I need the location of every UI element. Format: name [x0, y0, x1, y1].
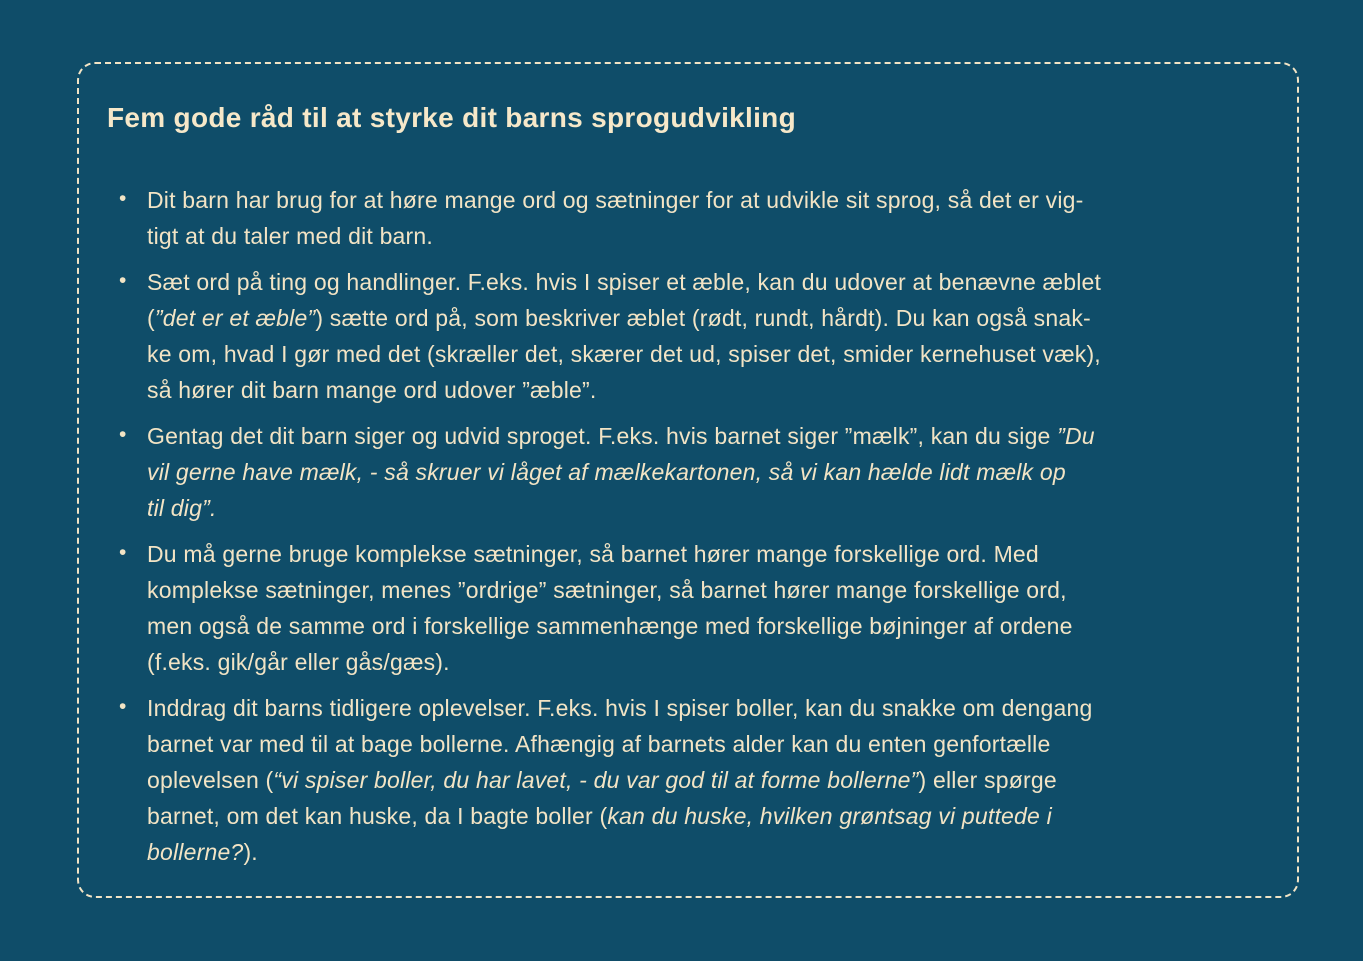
bullet-dot-icon: •: [119, 187, 127, 210]
text-segment: men også de samme ord i forskellige sammenhænge med forskellige bøjninger af ordene: [147, 613, 1073, 639]
text-segment: komplekse sætninger, menes ”ordrige” sætninger, så barnet hører mange forskellige ord,: [147, 577, 1067, 603]
text-segment: ) sætte ord på, som beskriver æblet (rødt, rundt, hårdt). Du kan også snak-: [315, 305, 1091, 331]
list-item: [107, 182, 1279, 254]
text-segment: (: [147, 305, 155, 331]
text-line: [147, 372, 1279, 408]
italic-text-segment: ”Du: [1057, 423, 1095, 449]
text-line: [147, 454, 1279, 490]
bullet-dot-icon: •: [119, 695, 127, 718]
text-segment: Inddrag dit barns tidligere oplevelser. F.eks. hvis I spiser boller, kan du snakke om dengang: [147, 695, 1093, 721]
text-line: [147, 418, 1279, 454]
list-item: [107, 418, 1279, 526]
italic-text-segment: ”det er et æble”: [154, 305, 316, 331]
text-line: [147, 336, 1279, 372]
text-line: [147, 218, 1279, 254]
text-line: [147, 762, 1279, 798]
text-segment: (f.eks. gik/går eller gås/gæs).: [147, 649, 450, 675]
text-segment: Sæt ord på ting og handlinger. F.eks. hvis I spiser et æble, kan du udover at benævne æblet: [147, 269, 1102, 295]
text-line: [147, 726, 1279, 762]
text-line: [147, 690, 1279, 726]
italic-text-segment: “vi spiser boller, du har lavet, - du var god til at forme bollerne”: [273, 767, 919, 793]
text-line: [147, 644, 1279, 680]
text-line: [147, 182, 1279, 218]
text-segment: oplevelsen (: [147, 767, 274, 793]
italic-text-segment: kan du huske, hvilken grøntsag vi puttede i: [607, 803, 1052, 829]
list-item: [107, 690, 1279, 870]
text-segment: ).: [243, 839, 258, 865]
text-line: [147, 300, 1279, 336]
text-line: [147, 572, 1279, 608]
text-line: [147, 264, 1279, 300]
text-line: [147, 536, 1279, 572]
text-segment: barnet, om det kan huske, da I bagte boller (: [147, 803, 608, 829]
text-segment: Gentag det dit barn siger og udvid sproget. F.eks. hvis barnet siger ”mælk”, kan du sige: [147, 423, 1058, 449]
card-title: Fem gode råd til at styrke dit barns sprogudvikling: [107, 102, 796, 133]
text-segment: ) eller spørge: [918, 767, 1057, 793]
text-segment: tigt at du taler med dit barn.: [147, 223, 433, 249]
text-segment: ke om, hvad I gør med det (skræller det, skærer det ud, spiser det, smider kernehuset væk),: [147, 341, 1101, 367]
text-segment: Du må gerne bruge komplekse sætninger, så barnet hører mange forskellige ord. Med: [147, 541, 1039, 567]
italic-text-segment: vil gerne have mælk, - så skruer vi låget af mælkekartonen, så vi kan hælde lidt mælk op: [147, 459, 1066, 485]
text-segment: Dit barn har brug for at høre mange ord og sætninger for at udvikle sit sprog, så det er vig-: [147, 187, 1084, 213]
bullet-dot-icon: •: [119, 541, 127, 564]
text-line: [147, 608, 1279, 644]
list-item: [107, 536, 1279, 680]
text-segment: så hører dit barn mange ord udover ”æble”.: [147, 377, 597, 403]
text-line: [147, 798, 1279, 834]
bullet-dot-icon: •: [119, 423, 127, 446]
bullet-dot-icon: •: [119, 269, 127, 292]
italic-text-segment: bollerne?: [147, 839, 244, 865]
tips-card: [77, 62, 1299, 898]
tips-list: [107, 182, 1279, 870]
text-segment: barnet var med til at bage bollerne. Afhængig af barnets alder kan du enten genfortælle: [147, 731, 1051, 757]
list-item: [107, 264, 1279, 408]
text-line: [147, 834, 1279, 870]
italic-text-segment: til dig”.: [147, 495, 217, 521]
text-line: [147, 490, 1279, 526]
